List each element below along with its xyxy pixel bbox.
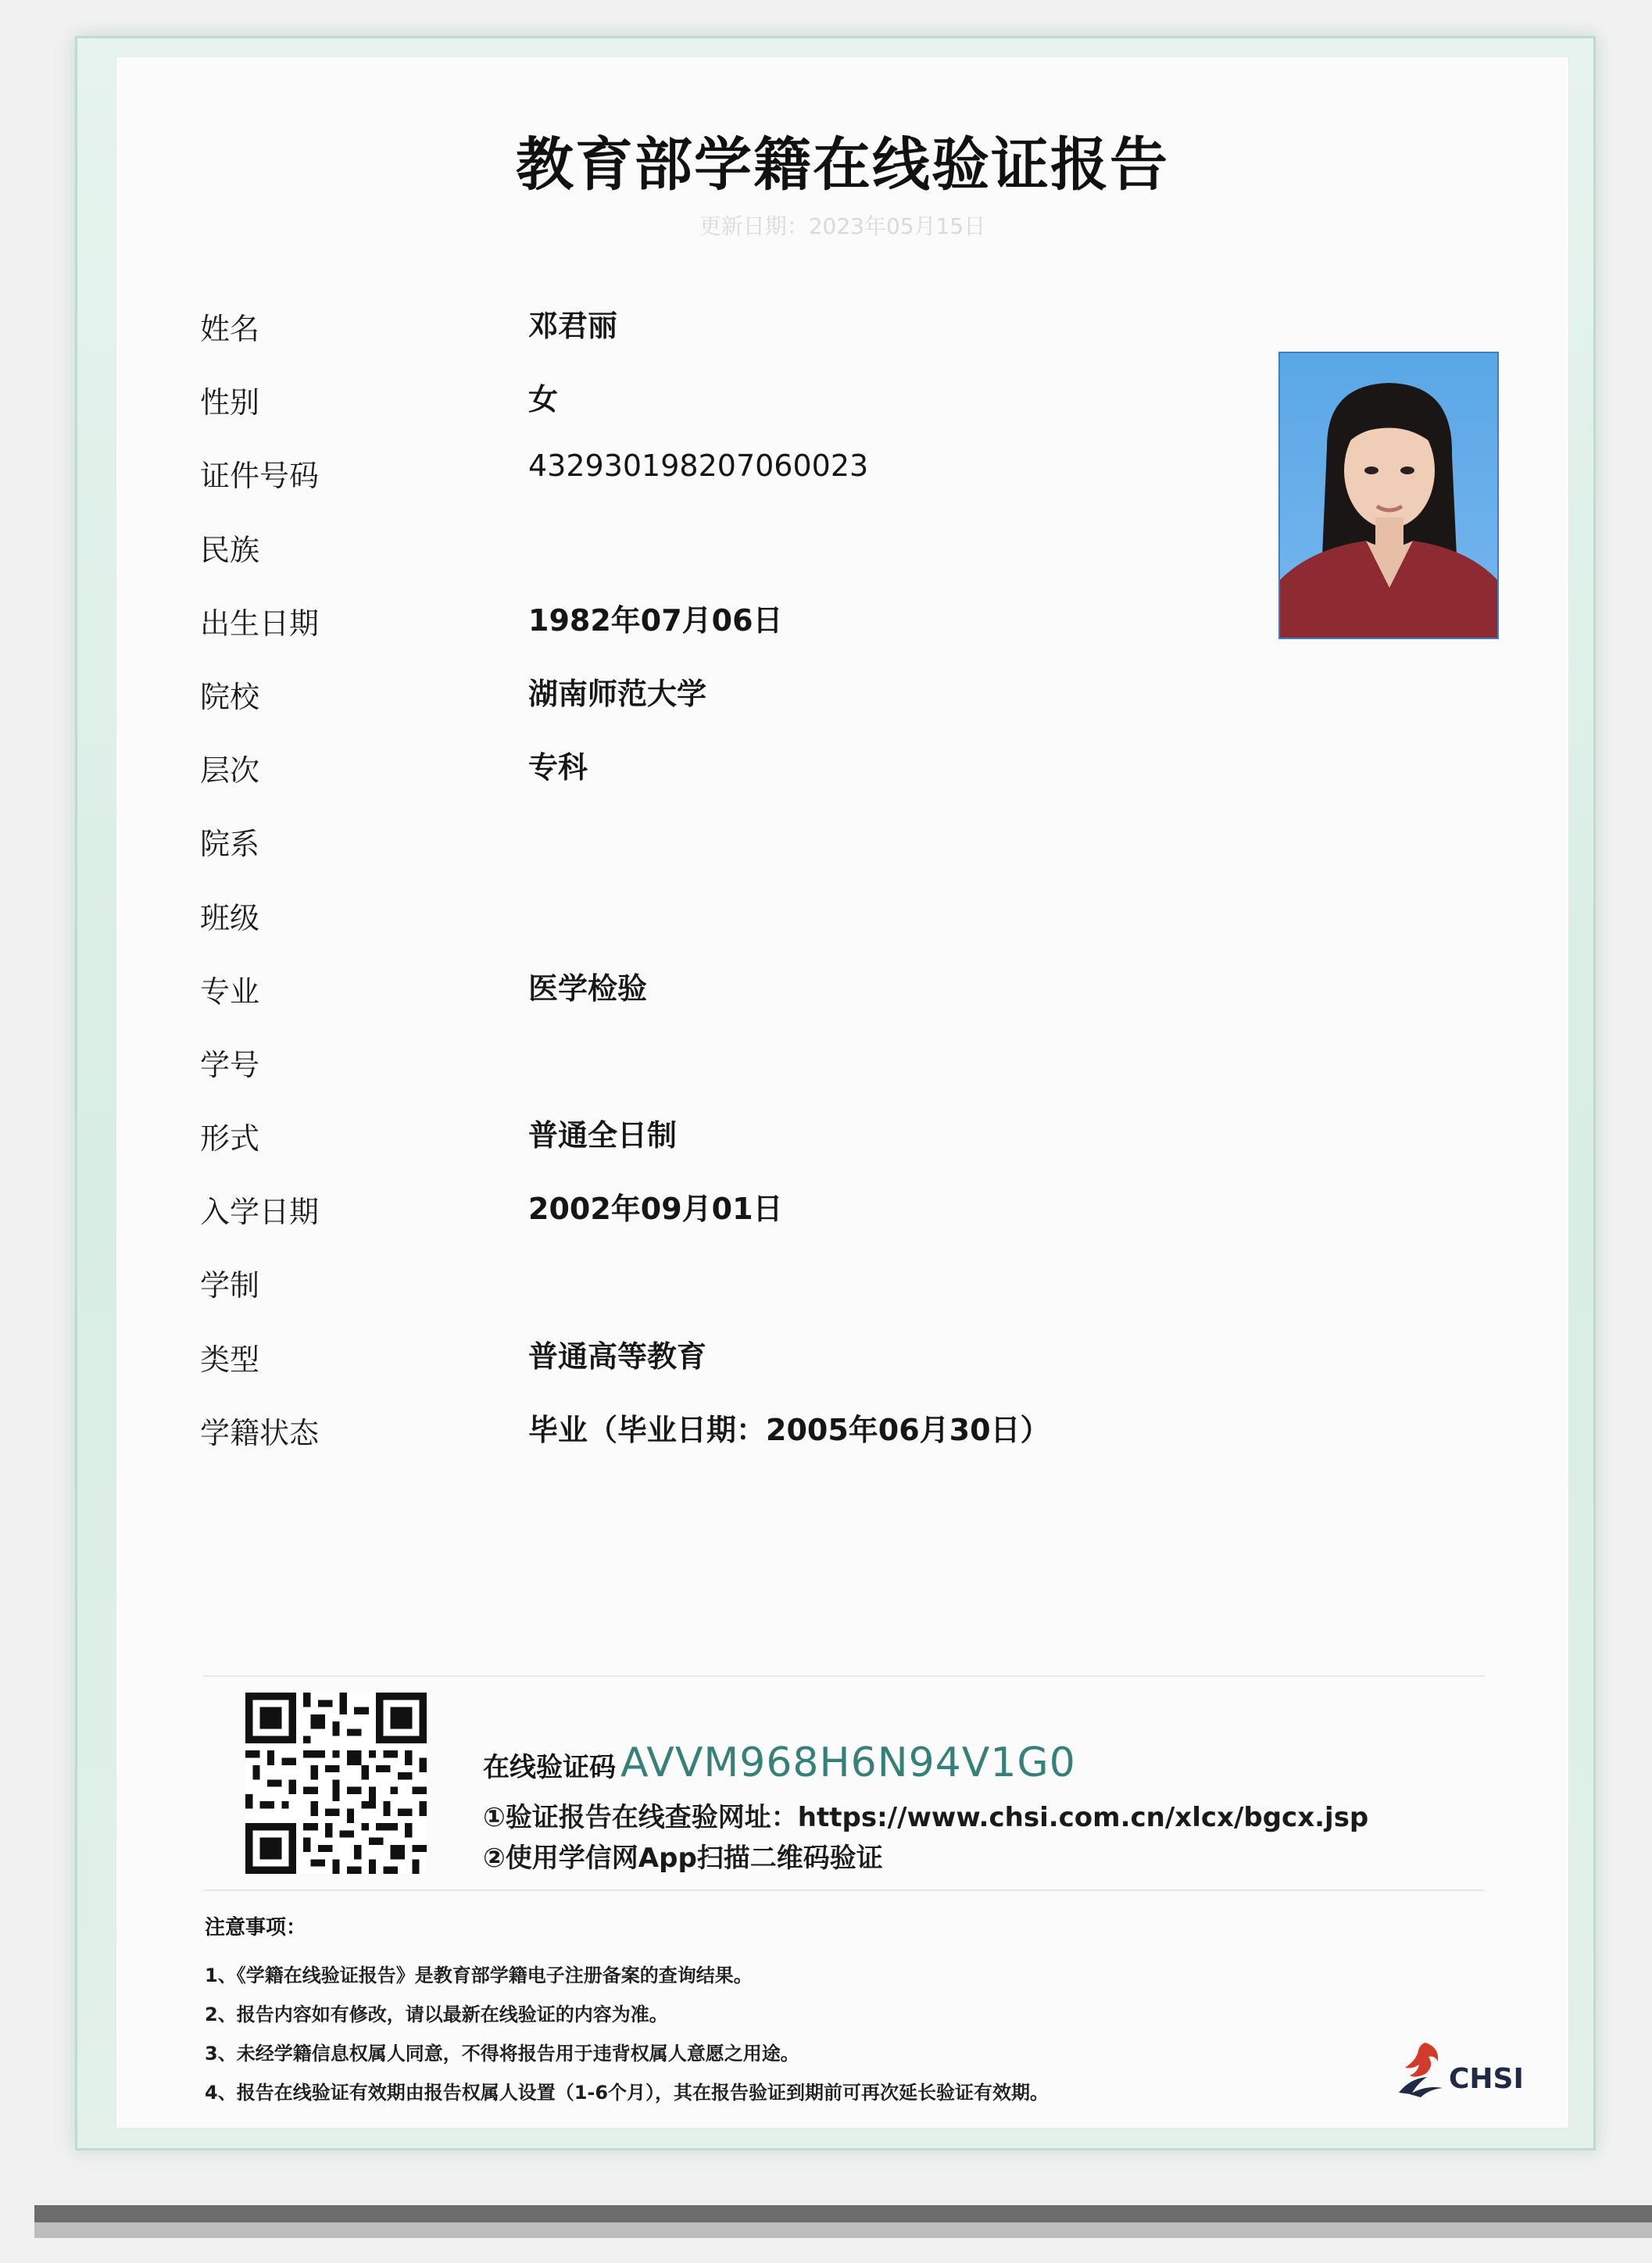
notes-section — [205, 1911, 1518, 2112]
scanner-edge — [34, 2205, 1652, 2222]
field-label: 姓名 — [200, 312, 260, 346]
field-value: 432930198207060023 — [528, 449, 869, 484]
qr-code-icon[interactable] — [245, 1693, 427, 1874]
report-subtitle: 更新日期：2023年05月15日 — [699, 213, 986, 239]
note-item: 4、报告在线验证有效期由报告权属人设置（1-6个月），其在报告验证到期前可再次延长验证有效期。 — [205, 2082, 1049, 2104]
field-label: 学号 — [200, 1047, 260, 1082]
field-label: 层次 — [200, 753, 260, 788]
note-item: 2、报告内容如有修改，请以最新在线验证的内容为准。 — [205, 2004, 668, 2025]
chsi-bird-icon — [1394, 2038, 1449, 2100]
field-value: 2002年09月01日 — [528, 1192, 783, 1227]
chsi-logo — [1394, 2038, 1535, 2100]
field-row-department — [200, 820, 1372, 893]
field-row-gender — [200, 378, 1372, 452]
field-label: 类型 — [200, 1342, 260, 1377]
field-label: 院校 — [200, 679, 260, 714]
field-value: 毕业（毕业日期：2005年06月30日） — [528, 1412, 1050, 1447]
field-value: 普通高等教育 — [528, 1339, 707, 1374]
note-item: 3、未经学籍信息权属人同意，不得将报告用于违背权属人意愿之用途。 — [205, 2043, 799, 2065]
verification-code-line — [483, 1739, 1076, 1786]
portrait-image — [1280, 353, 1497, 638]
field-row-name — [200, 305, 1372, 378]
verification-section — [203, 1675, 1485, 1891]
note-item: 1、《学籍在线验证报告》是教育部学籍电子注册备案的查询结果。 — [205, 1964, 753, 1986]
field-label: 班级 — [200, 900, 260, 935]
field-label: 出生日期 — [200, 606, 320, 641]
verification-app-line: ②使用学信网App扫描二维码验证 — [483, 1843, 883, 1874]
field-label: 证件号码 — [200, 459, 320, 494]
scanner-edge-shadow — [34, 2222, 1652, 2238]
field-row-duration — [200, 1261, 1372, 1335]
field-row-major — [200, 967, 1372, 1041]
field-label: 形式 — [200, 1121, 260, 1157]
field-value: 专科 — [528, 750, 588, 785]
verification-code-label: 在线验证码 — [483, 1752, 616, 1783]
field-value: 医学检验 — [528, 971, 648, 1006]
report-sheet — [116, 56, 1569, 2129]
field-row-enrollment-date — [200, 1188, 1372, 1261]
info-table — [200, 305, 1372, 1482]
verification-code: AVVM968H6N94V1G0 — [620, 1739, 1076, 1786]
field-row-id-number — [200, 449, 1372, 525]
field-value: 女 — [528, 382, 559, 417]
field-row-student-id — [200, 1041, 1372, 1114]
field-row-school — [200, 673, 1372, 746]
field-label: 专业 — [200, 974, 260, 1009]
field-value: 普通全日制 — [528, 1118, 678, 1153]
field-label: 民族 — [200, 532, 260, 567]
field-value: 1982年07月06日 — [528, 602, 783, 638]
chsi-logo-text: CHSI — [1449, 2063, 1524, 2095]
field-value: 湖南师范大学 — [528, 676, 707, 711]
field-row-study-form — [200, 1114, 1372, 1188]
notes-title: 注意事项： — [205, 1916, 307, 1939]
field-value: 邓君丽 — [528, 309, 618, 343]
field-row-ethnicity — [200, 526, 1372, 599]
student-photo — [1278, 352, 1499, 639]
field-label: 院系 — [200, 827, 260, 862]
field-label: 性别 — [200, 385, 260, 420]
verification-url-line[interactable]: ①验证报告在线查验网址：https://www.chsi.com.cn/xlcx/bgcx.jsp — [483, 1802, 1369, 1833]
field-row-level — [200, 746, 1372, 820]
report-title: 教育部学籍在线验证报告 — [516, 131, 1169, 198]
field-row-birth-date — [200, 599, 1372, 673]
field-label: 学制 — [200, 1268, 260, 1303]
field-row-status — [200, 1409, 1372, 1482]
field-row-type — [200, 1335, 1372, 1409]
field-label: 入学日期 — [200, 1195, 320, 1230]
field-label: 学籍状态 — [200, 1415, 320, 1450]
field-row-class — [200, 894, 1372, 967]
